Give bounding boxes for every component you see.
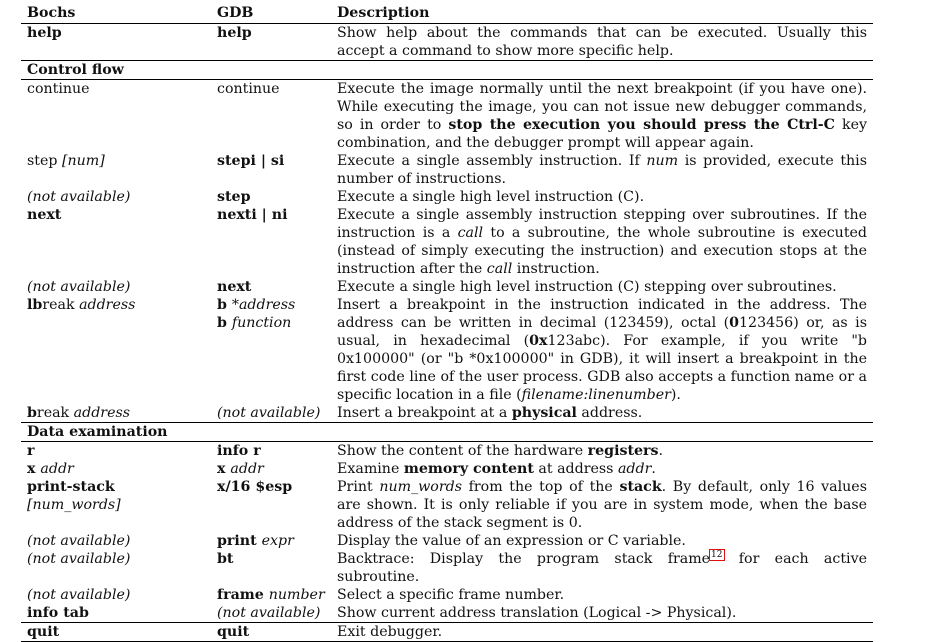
section-title-data-examination: Data examination bbox=[21, 423, 873, 442]
desc-x bbox=[331, 460, 873, 478]
desc-lbreak-g: ). bbox=[670, 387, 681, 403]
desc-step-arg: num bbox=[646, 153, 679, 169]
bochs-x bbox=[21, 460, 211, 478]
desc-frame: Select a specific frame number. bbox=[337, 587, 565, 603]
desc-ps-e: . By default, only 16 values are shown. It is only reliable if you are in system mode, when the base address of the stack segment is 0. bbox=[337, 479, 867, 531]
bochs-frame: (not available) bbox=[27, 587, 131, 603]
gdb-frame bbox=[211, 586, 331, 604]
bochs-next-hl: (not available) bbox=[27, 279, 131, 295]
section-title-control-flow: Control flow bbox=[21, 61, 873, 80]
desc-next-end: instruction. bbox=[512, 261, 600, 277]
bochs-step-arg: [num] bbox=[61, 153, 105, 169]
header-description: Description bbox=[337, 5, 430, 21]
desc-quit: Exit debugger. bbox=[331, 623, 873, 642]
bochs-quit: quit bbox=[21, 623, 211, 642]
gdb-bt: bt bbox=[217, 551, 234, 567]
gdb-x16-esp: x/16 $esp bbox=[217, 479, 293, 495]
gdb-quit: quit bbox=[211, 623, 331, 642]
desc-bt bbox=[331, 550, 873, 586]
gdb-x-cmd: x bbox=[217, 461, 231, 477]
bochs-continue: continue bbox=[27, 81, 90, 97]
gdb-x-arg: addr bbox=[230, 461, 264, 477]
table-header-row bbox=[21, 4, 873, 24]
desc-continue-bold: stop the execution you should press the Ctrl-C bbox=[448, 117, 835, 133]
gdb-break: (not available) bbox=[217, 405, 321, 421]
desc-bt-b: for each active subroutine. bbox=[337, 551, 867, 585]
bochs-break bbox=[21, 404, 211, 423]
desc-ps-a: Print bbox=[337, 479, 380, 495]
desc-break-b: physical bbox=[511, 405, 577, 421]
desc-ps-b: num_words bbox=[379, 479, 462, 495]
bochs-step-hl: (not available) bbox=[27, 189, 131, 205]
gdb-frame-cmd: frame bbox=[217, 587, 269, 603]
bochs-break-rest: reak bbox=[36, 405, 74, 421]
desc-ps-c: from the top of the bbox=[462, 479, 620, 495]
desc-r-a: Show the content of the hardware bbox=[337, 443, 588, 459]
gdb-lbreak bbox=[211, 296, 331, 404]
desc-step bbox=[331, 152, 873, 188]
gdb-print-cmd: print bbox=[217, 533, 262, 549]
table-row-break bbox=[21, 404, 873, 423]
desc-next-call: call bbox=[457, 225, 484, 241]
bochs-next: next bbox=[27, 207, 62, 223]
bochs-print: (not available) bbox=[27, 533, 131, 549]
bochs-r: r bbox=[27, 443, 35, 459]
desc-r bbox=[331, 442, 873, 461]
bochs-break-abbr: b bbox=[27, 405, 37, 421]
desc-bt-a: Backtrace: Display the program stack frame bbox=[337, 551, 711, 567]
table-row-continue bbox=[21, 80, 873, 153]
desc-lbreak bbox=[331, 296, 873, 404]
table-row-r bbox=[21, 442, 873, 461]
desc-continue-part: Execute the image normally until the next breakpoint (if you have one). While executing the image, you can not issue new debugger commands, so in order to bbox=[337, 81, 867, 133]
bochs-help: help bbox=[21, 24, 211, 61]
desc-lbreak-b: 0 bbox=[729, 315, 740, 331]
desc-lbreak-d: 0x bbox=[529, 333, 548, 349]
desc-lbreak-c: 123456) or, as is usual, in hexadecimal ( bbox=[337, 315, 867, 349]
gdb-print-arg: expr bbox=[261, 533, 294, 549]
table-row-x bbox=[21, 460, 873, 478]
desc-x-d: addr bbox=[617, 461, 652, 477]
bochs-lbreak-abbr: lb bbox=[27, 297, 43, 313]
table-row-bt bbox=[21, 550, 873, 586]
table-row-print-stack bbox=[21, 478, 873, 532]
table-row-next bbox=[21, 206, 873, 278]
desc-break-a: Insert a breakpoint at a bbox=[337, 405, 512, 421]
desc-lbreak-e: 123abc). For example, if you write "b 0x100000" (or "b *0x100000" in GDB), it will insert a breakpoint in the first code line of the user process. GDB also accepts a function name or a specific location in a file ( bbox=[337, 333, 867, 403]
gdb-frame-arg: number bbox=[268, 587, 325, 603]
section-data-examination bbox=[21, 423, 873, 442]
bochs-info-tab: info tab bbox=[27, 605, 89, 621]
desc-next-part: Execute a single assembly instruction stepping over subroutines. If the instruction is a bbox=[337, 207, 867, 241]
desc-print-stack bbox=[331, 478, 873, 532]
table-row-frame bbox=[21, 586, 873, 604]
gdb-b-cmd-2: b bbox=[217, 315, 232, 331]
table-row-step-hl bbox=[21, 188, 873, 206]
gdb-nexti: nexti | ni bbox=[217, 207, 288, 223]
desc-step-end: is provided, execute this number of instructions. bbox=[337, 153, 867, 187]
gdb-help: help bbox=[211, 24, 331, 61]
gdb-b-function: function bbox=[231, 315, 292, 331]
bochs-break-arg: address bbox=[73, 405, 131, 421]
gdb-info-tab: (not available) bbox=[217, 605, 321, 621]
table-row-lbreak bbox=[21, 296, 873, 404]
desc-step-part: Execute a single assembly instruction. If bbox=[337, 153, 647, 169]
desc-r-c: . bbox=[658, 443, 664, 459]
desc-next-mid: to a subroutine, the whole subroutine is executed (instead of simply executing the instruction) and execution stops at the instruction after the bbox=[337, 225, 867, 277]
gdb-b-cmd: b bbox=[217, 297, 232, 313]
gdb-b-address: *address bbox=[231, 297, 296, 313]
desc-continue bbox=[331, 80, 873, 153]
desc-step-hl: Execute a single high level instruction (C). bbox=[337, 189, 645, 205]
desc-break bbox=[331, 404, 873, 423]
bochs-gdb-command-table bbox=[21, 4, 873, 642]
desc-print: Display the value of an expression or C variable. bbox=[337, 533, 686, 549]
desc-continue-end: key combination, and the debugger prompt will appear again. bbox=[337, 117, 867, 151]
footnote-link[interactable]: 12 bbox=[711, 550, 723, 561]
desc-ps-d: stack bbox=[619, 479, 662, 495]
table-row-help bbox=[21, 24, 873, 61]
bochs-step-cmd: step bbox=[27, 153, 62, 169]
gdb-x bbox=[211, 460, 331, 478]
table-row-next-hl bbox=[21, 278, 873, 296]
desc-x-a: Examine bbox=[337, 461, 404, 477]
bochs-print-stack-cmd: print-stack bbox=[27, 479, 115, 495]
gdb-print bbox=[211, 532, 331, 550]
desc-break-c: address. bbox=[576, 405, 643, 421]
desc-next-hl: Execute a single high level instruction (C) stepping over subroutines. bbox=[337, 279, 837, 295]
desc-lbreak-f: filename:linenumber bbox=[521, 387, 671, 403]
desc-help: Show help about the commands that can be executed. Usually this accept a command to show more specific help. bbox=[331, 24, 873, 61]
bochs-lbreak bbox=[21, 296, 211, 404]
table-row-quit bbox=[21, 623, 873, 642]
bochs-x-arg: addr bbox=[40, 461, 74, 477]
bochs-print-stack-arg: [num_words] bbox=[27, 497, 121, 513]
desc-x-e: . bbox=[651, 461, 656, 477]
bochs-x-cmd: x bbox=[27, 461, 41, 477]
desc-r-b: registers bbox=[587, 443, 659, 459]
gdb-stepi: stepi | si bbox=[217, 153, 285, 169]
bochs-lbreak-arg: address bbox=[79, 297, 136, 313]
bochs-bt: (not available) bbox=[27, 551, 131, 567]
bochs-lbreak-rest: reak bbox=[42, 297, 80, 313]
desc-next bbox=[331, 206, 873, 278]
section-control-flow bbox=[21, 61, 873, 80]
desc-info-tab: Show current address translation (Logical -> Physical). bbox=[337, 605, 737, 621]
table-row-step bbox=[21, 152, 873, 188]
gdb-next: next bbox=[217, 279, 252, 295]
gdb-continue: continue bbox=[217, 81, 280, 97]
gdb-step: step bbox=[217, 189, 251, 205]
desc-x-b: memory content bbox=[403, 461, 534, 477]
desc-x-c: at address bbox=[533, 461, 618, 477]
table-row-print bbox=[21, 532, 873, 550]
bochs-step bbox=[21, 152, 211, 188]
desc-next-call2: call bbox=[486, 261, 513, 277]
bochs-print-stack bbox=[21, 478, 211, 532]
gdb-info-r: info r bbox=[217, 443, 261, 459]
header-bochs: Bochs bbox=[27, 5, 76, 21]
header-gdb: GDB bbox=[217, 5, 254, 21]
desc-lbreak-a: Insert a breakpoint in the instruction indicated in the address. The address can be written in decimal (123459), octal ( bbox=[337, 297, 867, 331]
table-row-info-tab bbox=[21, 604, 873, 623]
